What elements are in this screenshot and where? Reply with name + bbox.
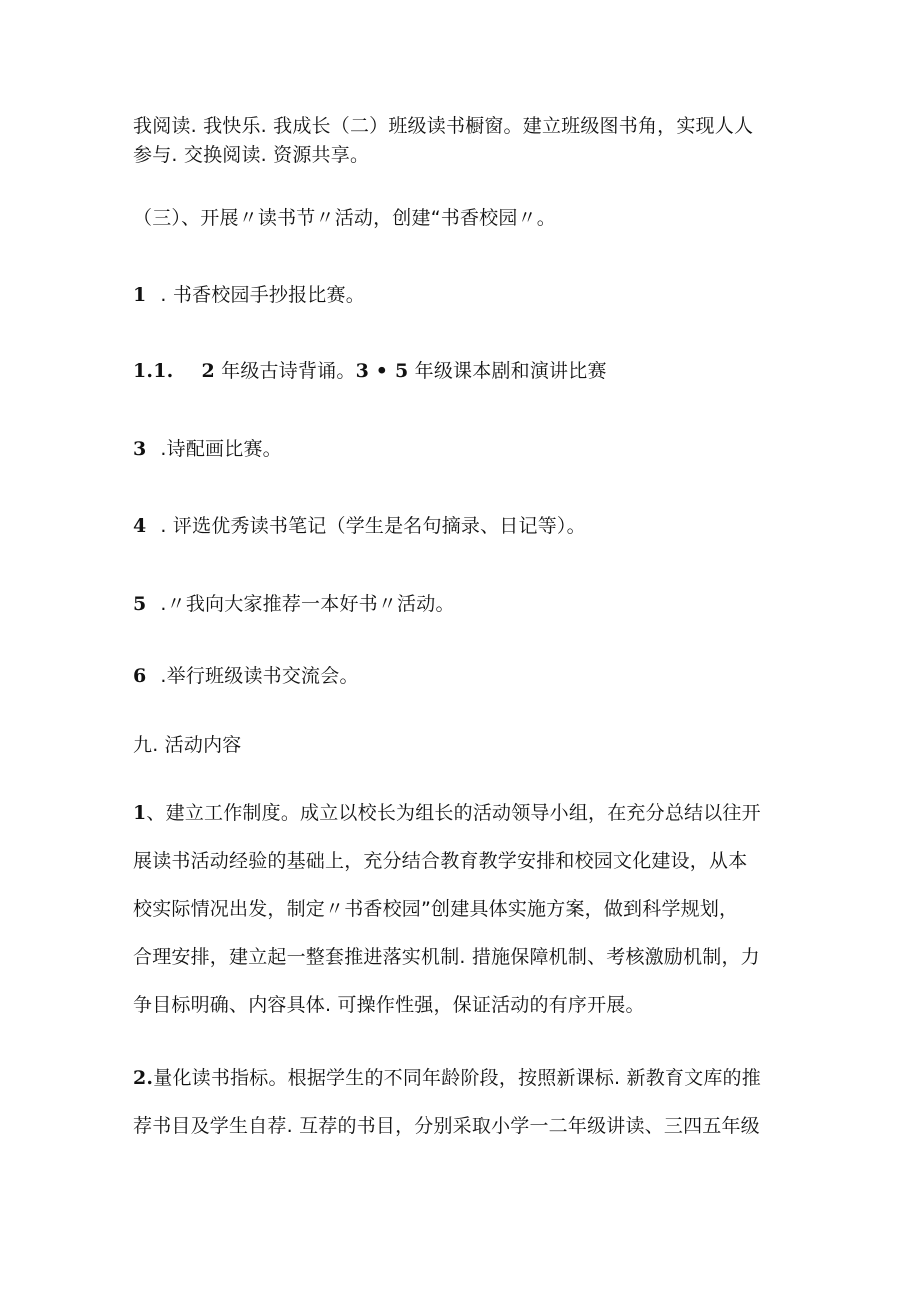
list-number: 4 <box>133 515 147 537</box>
line-text: 量化读书指标。根据学生的不同年龄阶段，按照新课标. 新教育文库的推 <box>153 1067 761 1089</box>
list-number: 1.1. <box>133 360 174 382</box>
list-item-1 <box>133 283 365 307</box>
paragraph-1-line-5 <box>133 993 645 1017</box>
list-number: 2. <box>133 1067 154 1089</box>
list-number: 5 <box>133 593 147 615</box>
line-text: 参与. 交换阅读. 资源共享。 <box>133 144 370 166</box>
list-text: .诗配画比赛。 <box>160 438 282 460</box>
list-text: .〃我向大家推荐一本好书〃活动。 <box>160 593 455 615</box>
paragraph-1-line-4 <box>133 945 760 969</box>
list-number: 3 <box>133 438 147 460</box>
line-text: 展读书活动经验的基础上，充分结合教育教学安排和校园文化建设，从本 <box>133 850 748 872</box>
list-text: . 评选优秀读书笔记（学生是名句摘录、日记等）。 <box>160 515 586 537</box>
paragraph-2-line-1 <box>133 1066 761 1090</box>
line-text: 、建立工作制度。成立以校长为组长的活动领导小组，在充分总结以往开 <box>146 802 761 824</box>
list-number: 6 <box>133 665 147 687</box>
section-heading-3 <box>133 206 556 230</box>
list-item-2 <box>133 359 607 383</box>
list-item-5 <box>133 592 455 616</box>
line-text: 争目标明确、内容具体. 可操作性强，保证活动的有序开展。 <box>133 994 645 1016</box>
line-text: 九. 活动内容 <box>133 734 242 756</box>
list-number: 1 <box>133 802 147 824</box>
paragraph-1-line-2 <box>133 849 747 873</box>
paragraph-line-2 <box>133 143 369 167</box>
list-text: 年级古诗背诵。 <box>221 360 356 382</box>
line-text: （三）、开展〃读书节〃活动，创建“书香校园〃。 <box>133 207 556 229</box>
line-text: 校实际情况出发，制定〃书香校园”创建具体实施方案，做到科学规划， <box>133 898 739 920</box>
section-heading-9 <box>133 733 241 757</box>
paragraph-line-1 <box>133 114 753 138</box>
paragraph-2-line-2 <box>133 1114 760 1138</box>
line-text: 合理安排，建立起一整套推进落实机制. 措施保障机制、考核激励机制，力 <box>133 946 760 968</box>
line-text: 我阅读. 我快乐. 我成长（二）班级读书橱窗。建立班级图书角，实现人人 <box>133 115 754 137</box>
list-text-2: 年级课本剧和演讲比赛 <box>414 360 607 382</box>
list-text: .举行班级读书交流会。 <box>160 665 359 687</box>
list-item-4 <box>133 514 586 538</box>
list-item-3 <box>133 437 282 461</box>
paragraph-1-line-1 <box>133 801 761 825</box>
list-text: . 书香校园手抄报比赛。 <box>160 284 365 306</box>
list-number: 1 <box>133 284 147 306</box>
line-text: 荐书目及学生自荐. 互荐的书目，分别采取小学一二年级讲读、三四五年级 <box>133 1115 760 1137</box>
list-number-3: 3 • 5 <box>355 360 409 382</box>
list-item-6 <box>133 664 359 688</box>
paragraph-1-line-3 <box>133 897 738 921</box>
list-number-2: 2 <box>201 360 215 382</box>
